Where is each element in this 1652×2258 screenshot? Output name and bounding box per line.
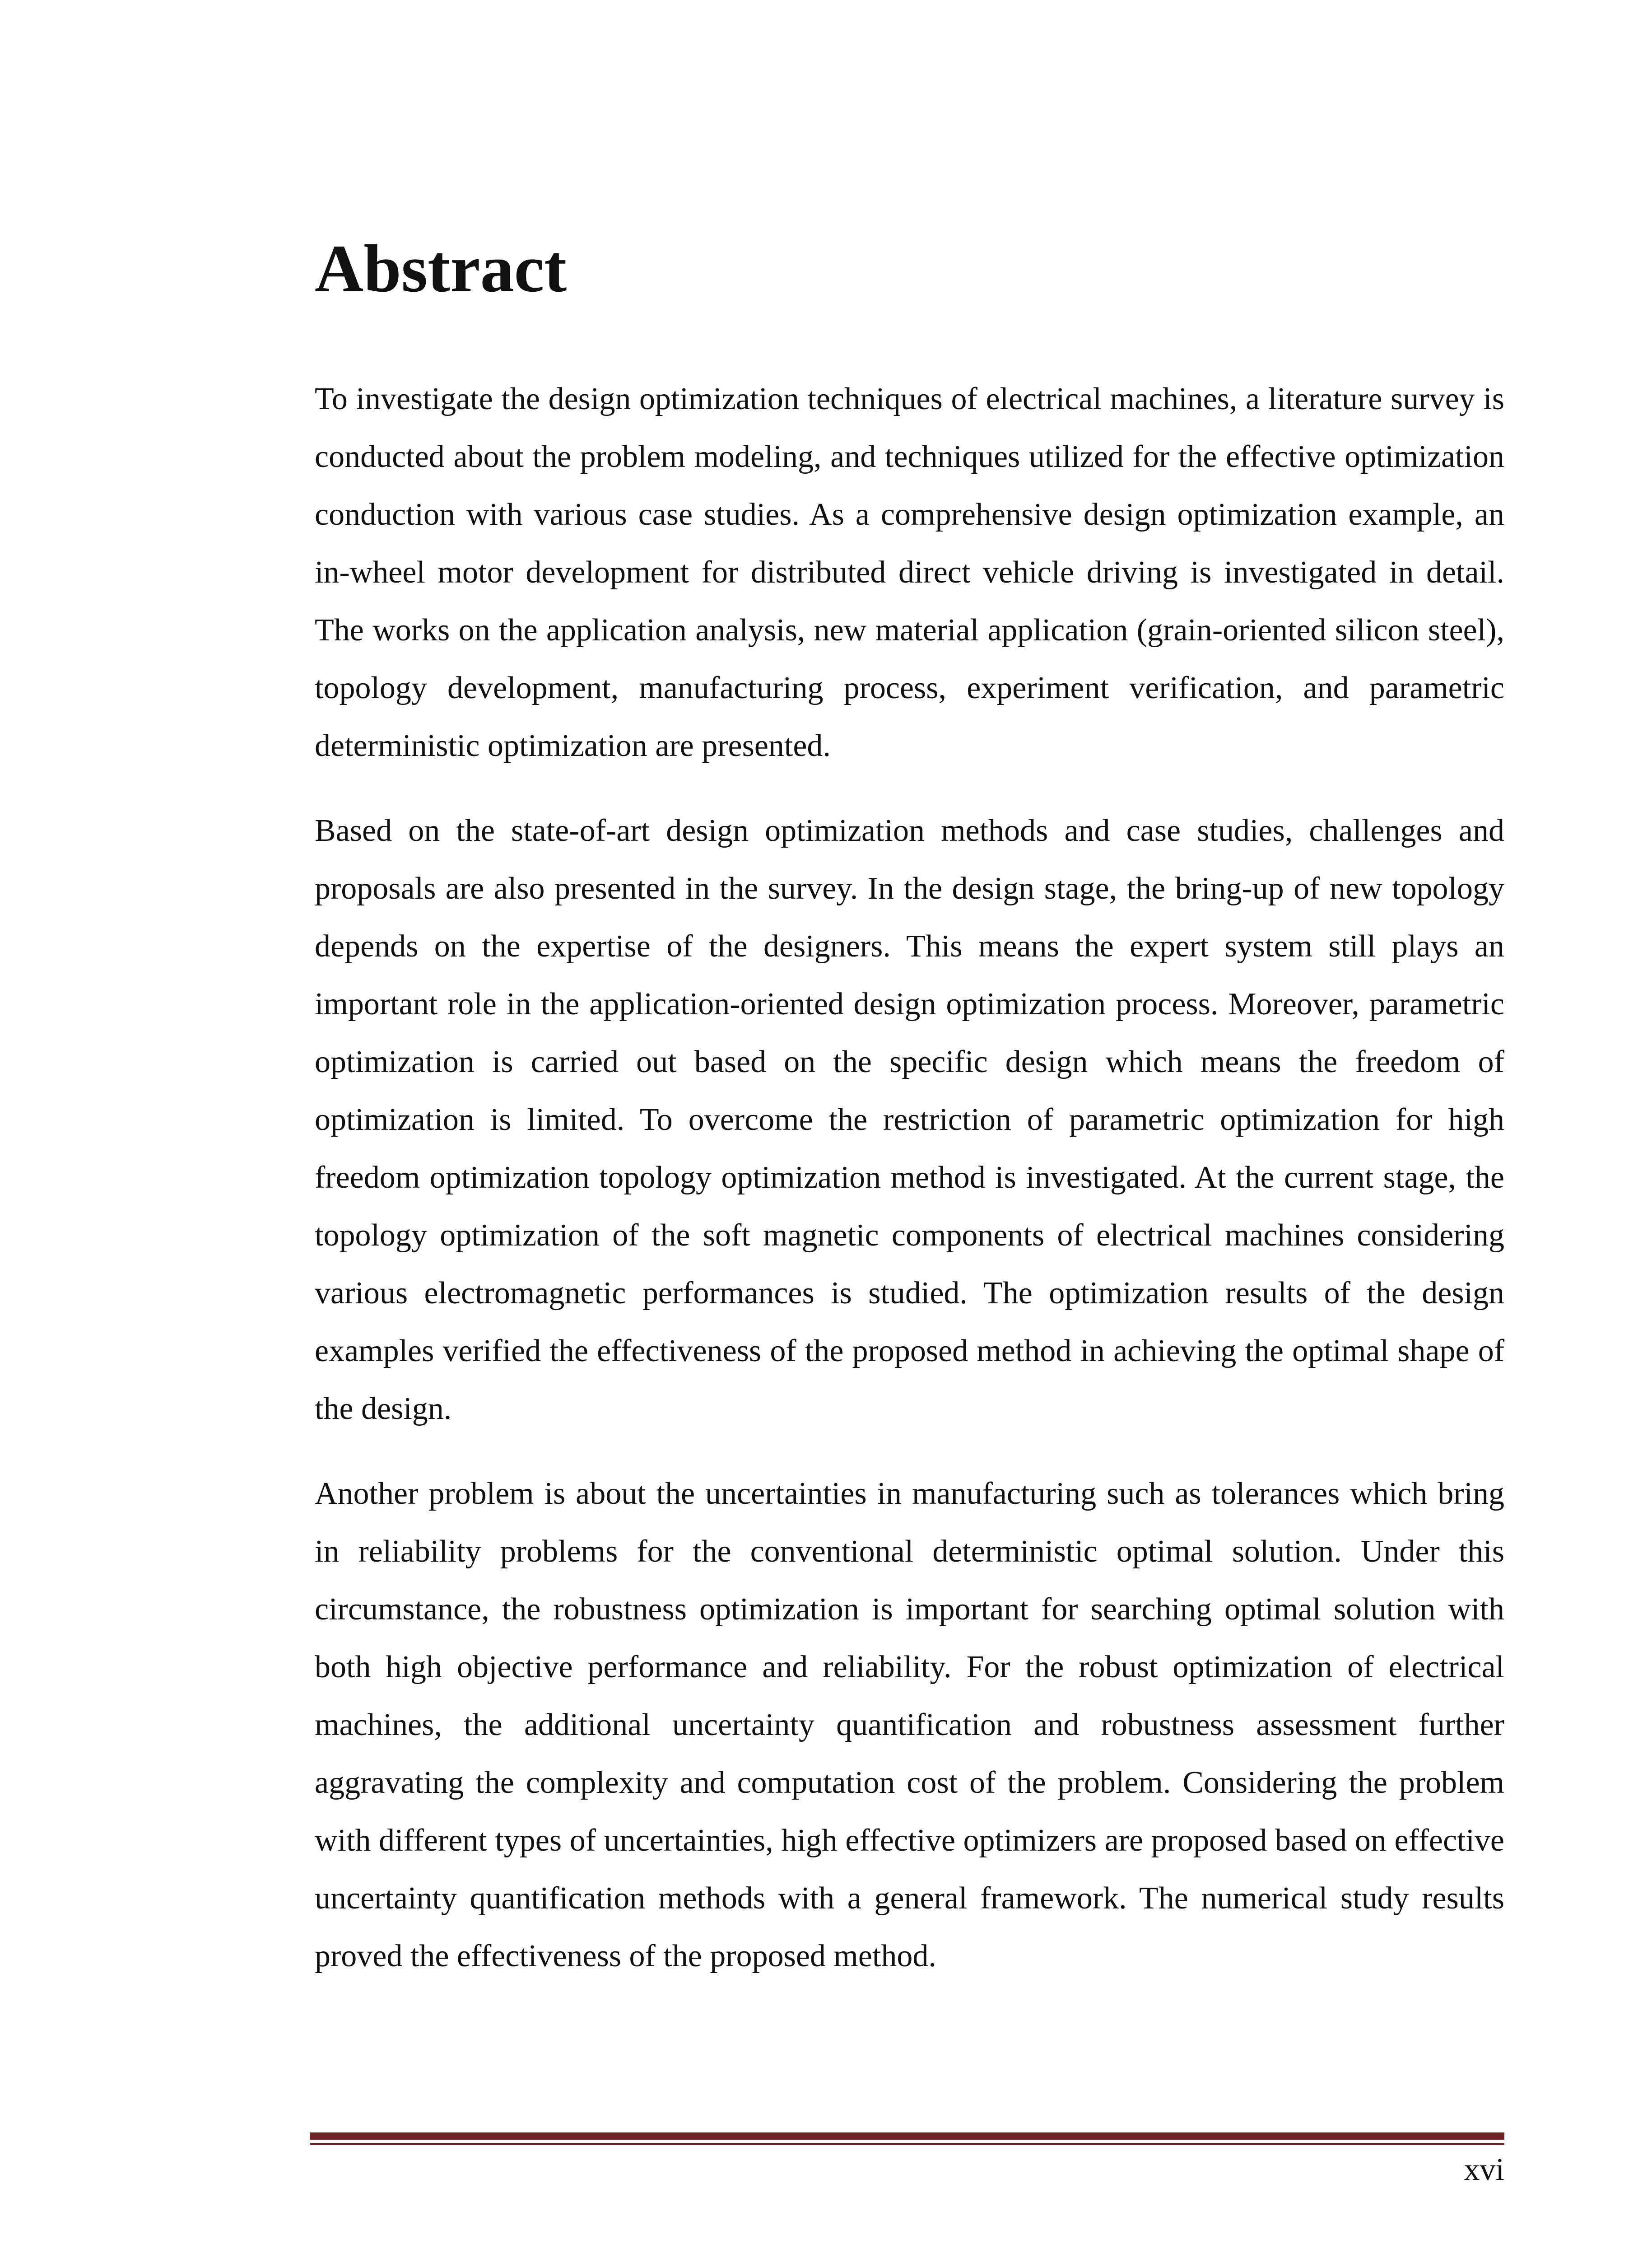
footer-rule-thick xyxy=(310,2132,1504,2140)
abstract-paragraph-1: To investigate the design optimization techniques of electrical machines, a literature survey is conducted about the problem modeling, and techniques utilized for the effective optimization conduction with various case studies. As a comprehensive design optimization example, an in-wheel motor development for distributed direct vehicle driving is investigated in detail. The works on the application analysis, new material application (grain-oriented silicon steel), topology development, manufacturing process, experiment verification, and parametric deterministic optimization are presented. xyxy=(315,382,1504,763)
abstract-paragraph-2: Based on the state-of-art design optimization methods and case studies, challenges and proposals are also presented in the survey. In the design stage, the bring-up of new topology depends on the expertise of the designers. This means the expert system still plays an important role in the application-oriented design optimization process. Moreover, parametric optimization is carried out based on the specific design which means the freedom of optimization is limited. To overcome the restriction of parametric optimization for high freedom optimization topology optimization method is investigated. At the current stage, the topology optimization of the soft magnetic components of electrical machines considering various electromagnetic performances is studied. The optimization results of the design examples verified the effectiveness of the proposed method in achieving the optimal shape of the design. xyxy=(315,813,1504,1426)
abstract-body xyxy=(315,370,1504,2012)
page-number: xvi xyxy=(1464,2152,1504,2187)
page-title: Abstract xyxy=(315,231,567,306)
footer-rule-thin xyxy=(310,2143,1504,2145)
abstract-paragraph-3: Another problem is about the uncertainties in manufacturing such as tolerances which bring in reliability problems for the conventional deterministic optimal solution. Under this circumstance, the robustness optimization is important for searching optimal solution with both high objective performance and reliability. For the robust optimization of electrical machines, the additional uncertainty quantification and robustness assessment further aggravating the complexity and computation cost of the problem. Considering the problem with different types of uncertainties, high effective optimizers are proposed based on effective uncertainty quantification methods with a general framework. The numerical study results proved the effectiveness of the proposed method. xyxy=(315,1476,1504,1973)
